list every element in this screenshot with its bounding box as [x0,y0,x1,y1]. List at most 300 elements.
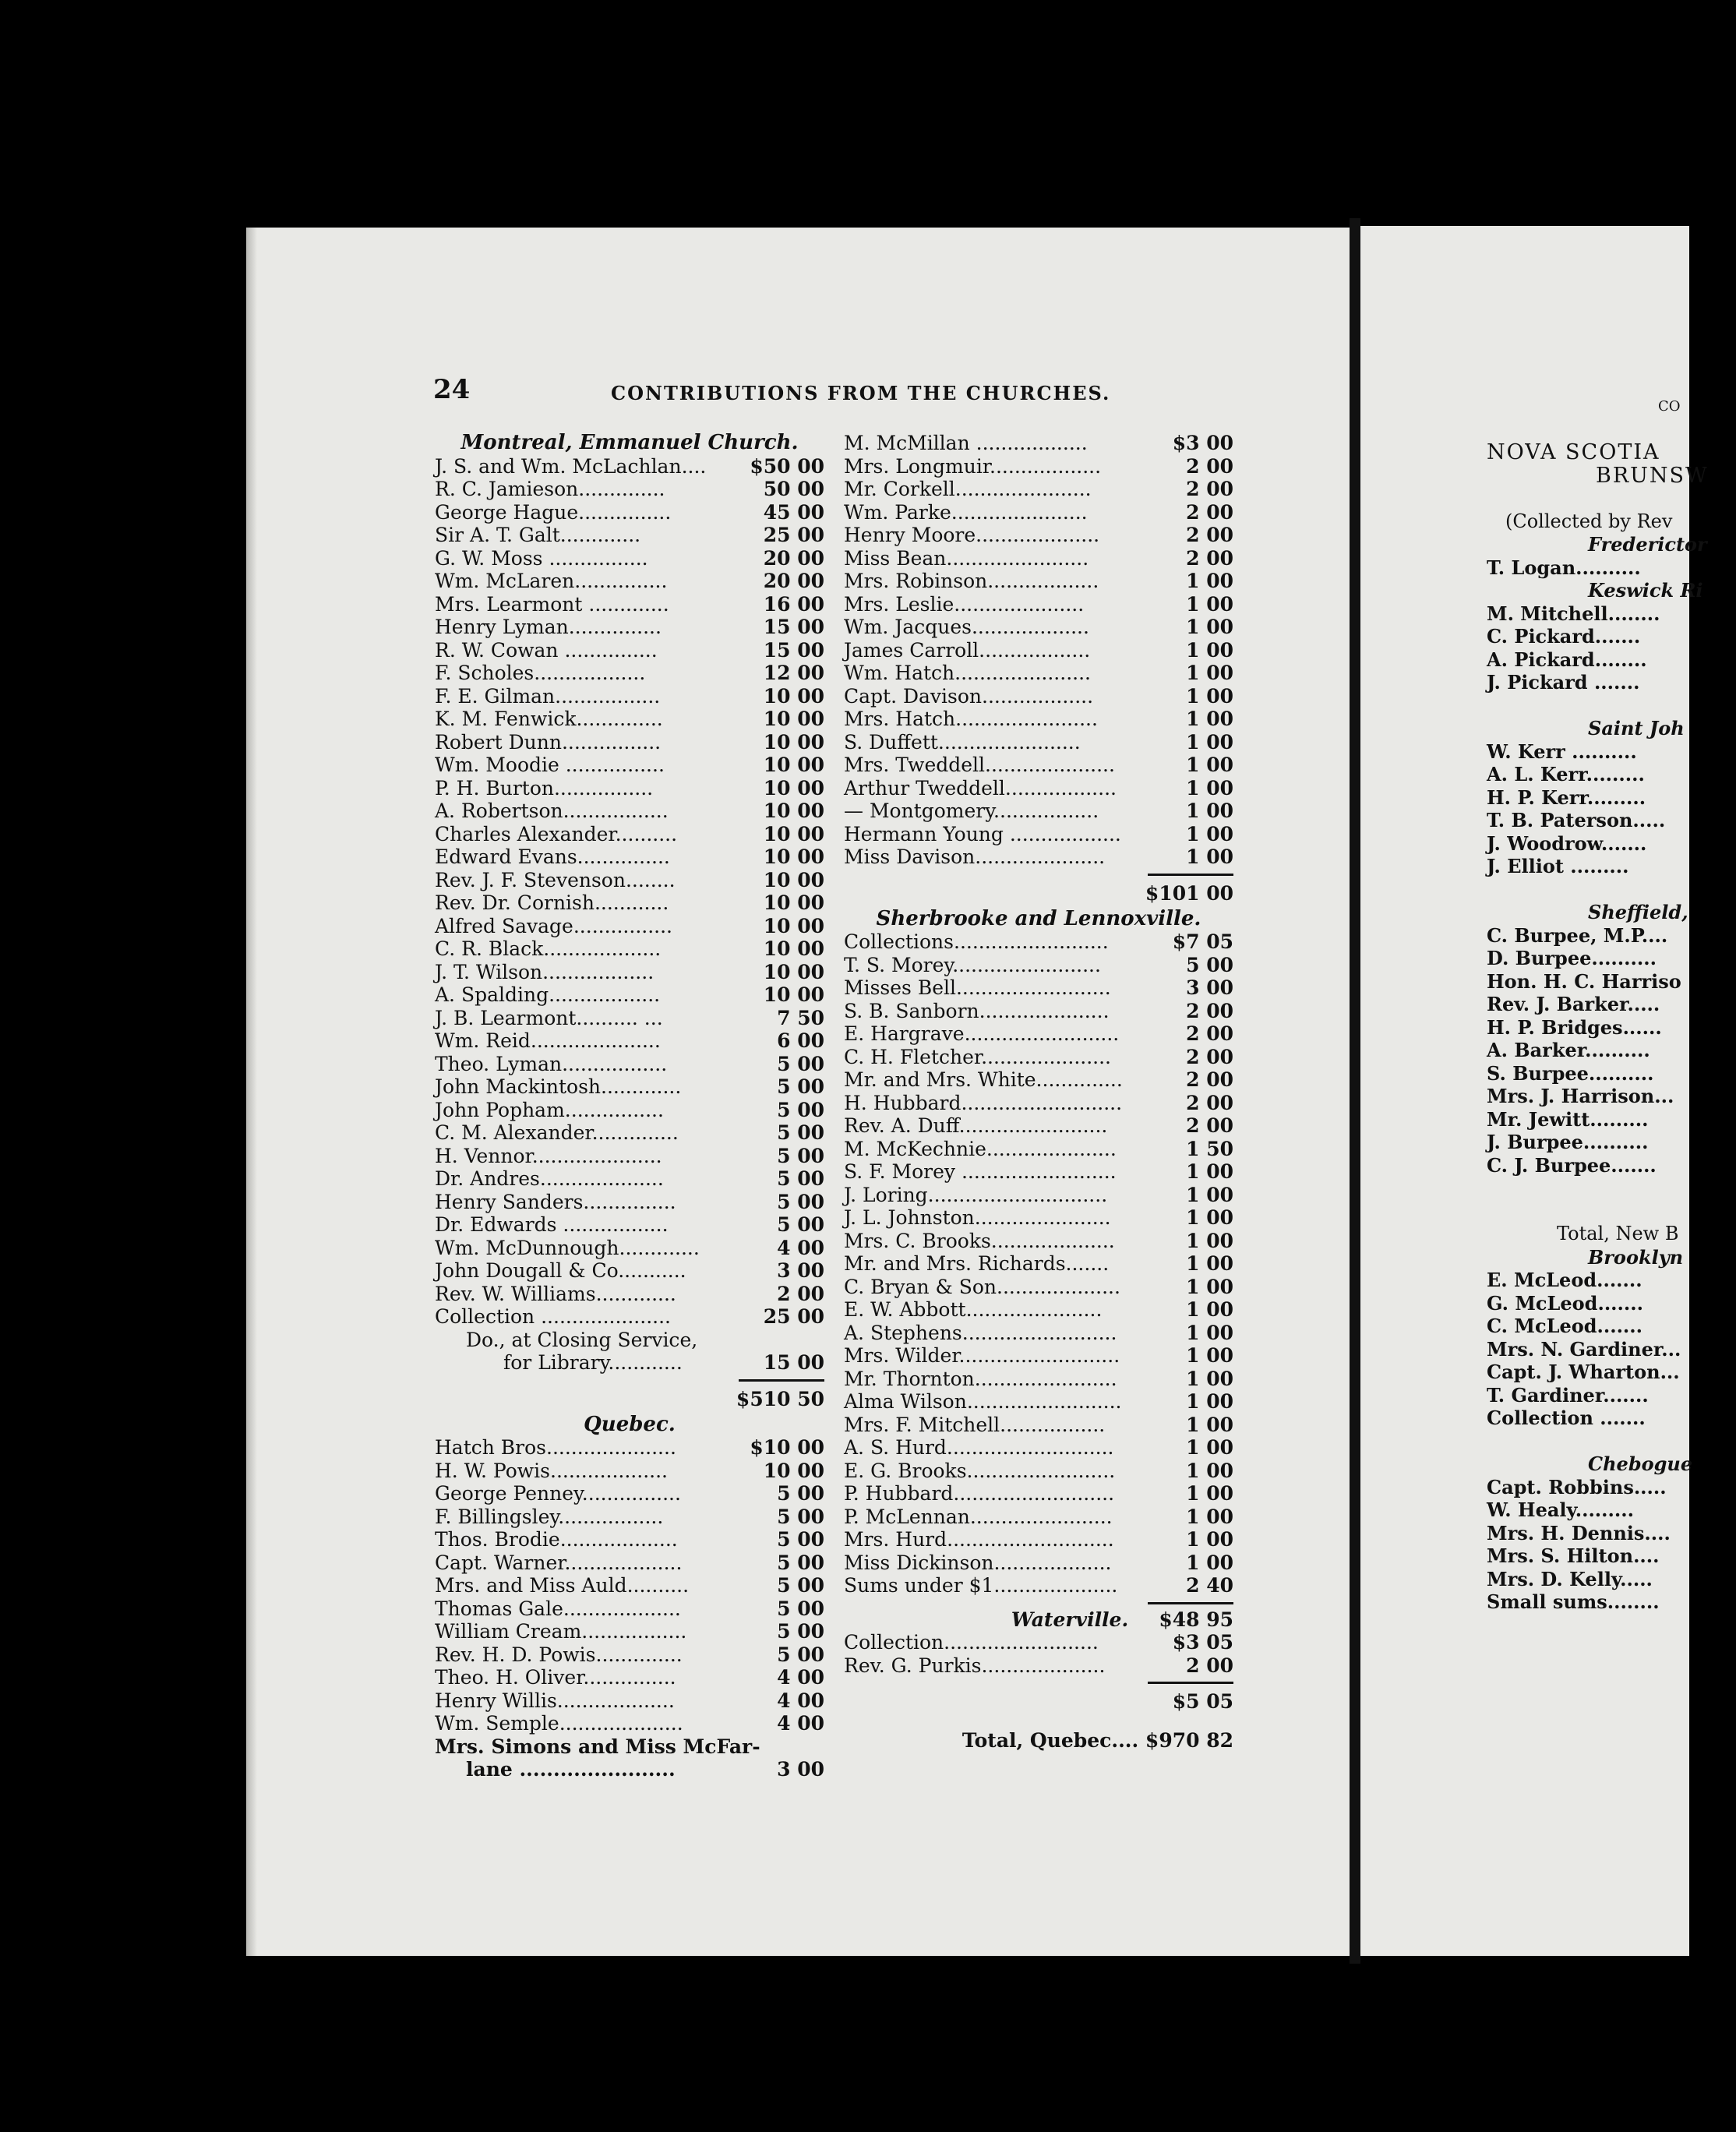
contribution-amount: 2 00 [1186,454,1233,478]
contributor-name: Capt. Warner................... [435,1551,683,1574]
contributor-name: Wm. Moodie ................ [435,754,665,776]
list-item [844,1252,1233,1276]
right-page-line: D. Burpee.......... [1487,947,1657,969]
right-page-line: Mr. Jewitt......... [1487,1107,1649,1131]
right-page-line [1487,878,1736,902]
contributor-name: Theo. Lyman................. [435,1052,668,1075]
list-item [435,731,824,754]
list-item [844,1160,1233,1184]
right-page-line: Keswick Ri [1588,579,1703,602]
contribution-amount: 1 00 [1186,1505,1233,1528]
list-item [435,1145,824,1168]
contribution-amount: $10 00 [750,1436,824,1459]
contributor-name: J. B. Learmont.......... ... [435,1006,663,1029]
right-page-line: Total, New B [1557,1223,1679,1244]
contribution-amount: 45 00 [763,500,824,524]
contribution-amount: 2 40 [1186,1574,1233,1597]
contributor-name: William Cream................. [435,1620,687,1643]
contribution-amount: 15 00 [763,638,824,662]
contribution-amount: 5 00 [777,1597,824,1620]
list-item [844,616,1233,639]
quebec-list [435,1436,824,1735]
contributor-name: M. McMillan .................. [844,432,1088,454]
list-item [844,1138,1233,1161]
contribution-amount: 2 00 [1186,524,1233,546]
list-item [844,1505,1233,1529]
contributor-name: R. W. Cowan ............... [435,638,658,662]
contributor-name: F. Billingsley................. [435,1505,664,1528]
contribution-amount: 16 00 [763,592,824,616]
contribution-amount: 10 00 [763,730,824,754]
right-page-line: Brooklyn [1588,1245,1684,1269]
contribution-amount: 12 00 [763,662,824,684]
list-item [435,754,824,777]
contributor-name: Wm. Hatch...................... [844,662,1091,684]
contributor-name: E. W. Abbott...................... [844,1298,1103,1321]
contributor-name: J. T. Wilson.................. [435,960,655,983]
list-item [844,731,1233,754]
contribution-amount: 5 00 [777,1482,824,1505]
contribution-amount: 1 00 [1186,1459,1233,1482]
list-item [435,455,824,478]
contribution-amount: 1 00 [1186,776,1233,800]
contributor-name: Collections......................... [844,930,1109,953]
list-item [844,1092,1233,1115]
list-item [844,1368,1233,1391]
contributor-name: Mrs. Robinson.................. [844,570,1099,592]
do-line-1: Do., at Closing Service, [466,1328,698,1351]
contribution-amount: 7 50 [777,1006,824,1029]
contributor-name: Hermann Young .................. [844,822,1121,845]
right-page-line: G. McLeod....... [1487,1291,1643,1315]
list-item [844,800,1233,823]
right-page-line: BRUNSW [1596,463,1709,488]
contribution-amount: 1 00 [1186,1367,1233,1390]
right-page-line: S. Burpee.......... [1487,1061,1654,1085]
contribution-amount: 1 00 [1186,1551,1233,1574]
list-item [844,1460,1233,1483]
list-item [435,1689,824,1713]
contributor-name: S. Duffett....................... [844,730,1081,754]
contributor-name: M. McKechnie..................... [844,1137,1117,1160]
right-page-line: T. Gardiner....... [1487,1383,1649,1407]
contributor-name: Thomas Gale................... [435,1597,681,1620]
contribution-amount: 10 00 [763,891,824,914]
contributor-name: A. Stephens......................... [844,1321,1117,1344]
contribution-amount: 5 00 [1186,953,1233,976]
contribution-amount: 10 00 [763,800,824,822]
right-page-line: Rev. J. Barker..... [1487,993,1660,1015]
contribution-amount: 2 00 [1186,478,1233,500]
contributor-name: Rev. J. F. Stevenson........ [435,868,676,891]
contribution-amount: 5 00 [777,1528,824,1551]
contributor-name: Misses Bell......................... [844,976,1111,999]
running-head: CONTRIBUTIONS FROM THE CHURCHES. [611,382,1111,404]
right-page-line: J. Burpee.......... [1487,1131,1649,1153]
contributor-name: Rev. H. D. Powis.............. [435,1643,683,1666]
sherbrooke-total: $48 95 [1159,1608,1233,1631]
contribution-amount: 1 00 [1186,800,1233,822]
contributor-name: A. Robertson................. [435,800,669,822]
list-item [844,524,1233,547]
contributor-name: Mrs. Tweddell..................... [844,754,1115,776]
contribution-amount: 1 00 [1186,1275,1233,1298]
contribution-amount: 5 00 [777,1190,824,1213]
contribution-amount: 5 00 [777,1551,824,1574]
contribution-amount: 1 00 [1186,570,1233,592]
contribution-amount: 20 00 [763,546,824,570]
list-item [435,1620,824,1643]
contributor-name: Alma Wilson......................... [844,1390,1122,1413]
right-page-line: J. Elliot ......... [1487,855,1629,877]
contributor-name: Mrs. Leslie..................... [844,592,1085,616]
list-item [435,1597,824,1621]
right-page-line: Mrs. D. Kelly..... [1487,1567,1653,1590]
list-item [844,593,1233,616]
contributor-name: K. M. Fenwick.............. [435,708,663,730]
contribution-amount: 1 50 [1186,1137,1233,1160]
list-item [435,1237,824,1260]
right-page-column [1487,395,1736,1614]
list-item [844,1046,1233,1069]
contribution-amount: 2 00 [1186,1114,1233,1137]
contribution-amount: 1 00 [1186,730,1233,754]
right-page-line: T. B. Paterson..... [1487,809,1666,831]
list-item [844,1184,1233,1207]
list-item [435,1283,824,1306]
contribution-amount: 1 00 [1186,1252,1233,1275]
right-page-line: Small sums........ [1487,1590,1660,1613]
contribution-amount: 1 00 [1186,754,1233,776]
list-item [844,1574,1233,1597]
list-item [435,1053,824,1076]
contribution-amount: 5 00 [777,1620,824,1643]
contributor-name: F. Scholes.................. [435,662,646,684]
contribution-amount: 4 00 [777,1689,824,1712]
contributor-name: Sir A. T. Galt............. [435,524,641,546]
contribution-amount: 1 00 [1186,1436,1233,1459]
right-page-line: (Collected by Rev [1505,510,1673,532]
list-item [435,662,824,685]
list-item [844,1322,1233,1345]
montreal-list [435,455,824,1329]
contribution-amount: 5 00 [777,1213,824,1236]
contributor-name: Mrs. F. Mitchell................. [844,1413,1106,1436]
contributor-name: Mrs. Hatch....................... [844,708,1098,730]
contributor-name: P. Hubbard.......................... [844,1482,1115,1505]
list-item [844,1631,1233,1654]
contributor-name: Charles Alexander.......... [435,822,678,845]
list-item [435,593,824,616]
list-item [844,1551,1233,1575]
right-page-line: C. Burpee, M.P.... [1487,923,1668,947]
contributor-name: Wm. Parke...................... [844,500,1088,524]
list-item [435,685,824,708]
list-item [844,1482,1233,1505]
list-item [844,1436,1233,1460]
gutter-shadow [1350,218,1360,1964]
rule [844,1597,1233,1608]
contributor-name: G. W. Moss ................ [435,546,648,570]
contributor-name: Dr. Andres.................... [435,1167,664,1190]
list-item [435,1666,824,1689]
contributor-name: Mr. Corkell...................... [844,478,1092,500]
contribution-amount: 10 00 [763,983,824,1006]
contributor-name: Arthur Tweddell.................. [844,776,1117,800]
list-item [435,1259,824,1283]
list-item [435,1191,824,1214]
contributor-name: Mrs. Learmont ............. [435,592,669,616]
contributor-name: P. McLennan....................... [844,1505,1113,1528]
list-item [435,1007,824,1030]
list-item [435,1528,824,1551]
do-amount: 15 00 [763,1351,824,1374]
contributor-name: Theo. H. Oliver............... [435,1666,676,1689]
right-page-line: Frederictor [1588,533,1707,556]
list-item [435,1099,824,1122]
contributor-name: C. R. Black................... [435,937,662,960]
waterville-list [844,1631,1233,1677]
contributor-name: Capt. Davison.................. [844,684,1094,708]
contributor-name: R. C. Jamieson.............. [435,478,665,500]
right-page-line: H. P. Bridges...... [1487,1015,1662,1039]
contributor-name: Mrs. Hurd........................... [844,1528,1114,1551]
waterville-total: $5 05 [1172,1690,1233,1713]
right-page-line [1487,694,1736,718]
continued-total: $101 00 [1145,881,1233,905]
list-item [435,1305,824,1329]
contribution-amount: 1 00 [1186,638,1233,662]
contribution-amount: 3 00 [777,1259,824,1282]
contributor-name: H. Vennor..................... [435,1144,662,1167]
contribution-amount: 2 00 [1186,1068,1233,1091]
list-item [844,1068,1233,1092]
list-item [435,891,824,915]
contributor-name: — Montgomery................. [844,800,1099,822]
contribution-amount: 1 00 [1186,1344,1233,1367]
list-item [844,1344,1233,1368]
contribution-amount: 1 00 [1186,1528,1233,1551]
contributor-name: Dr. Edwards ................. [435,1213,669,1236]
list-item [435,616,824,639]
contributor-name: Mr. and Mrs. White.............. [844,1068,1123,1091]
list-item [844,823,1233,846]
list-item [435,1712,824,1735]
right-page-line: Capt. J. Wharton... [1487,1361,1680,1383]
contributor-name: J. S. and Wm. McLachlan.... [435,454,707,478]
contribution-amount: 10 00 [763,754,824,776]
contribution-amount: $50 00 [750,454,824,478]
right-page-line: J. Woodrow....... [1487,831,1647,855]
contributor-name: Mrs. and Miss Auld.......... [435,1574,690,1597]
list-item [844,547,1233,570]
right-page-line: W. Kerr .......... [1487,739,1637,763]
right-page-line [1487,1430,1736,1453]
list-item [435,1551,824,1575]
contribution-amount: 2 00 [1186,999,1233,1022]
column-1 [435,432,824,1781]
list-item [844,1298,1233,1322]
contributor-name: Collection......................... [844,1631,1099,1654]
page-number: 24 [433,374,471,405]
list-item [435,869,824,892]
contributor-name: T. S. Morey........................ [844,953,1101,976]
list-item [435,1436,824,1460]
list-item [435,937,824,961]
simons-line-1: Mrs. Simons and Miss McFar- [435,1735,760,1758]
list-item [435,1574,824,1597]
contributor-name: Wm. McDunnough............. [435,1236,700,1259]
contribution-amount: 1 00 [1186,592,1233,616]
list-item [435,570,824,593]
contribution-amount: 5 00 [777,1505,824,1528]
contribution-amount: 1 00 [1186,1413,1233,1436]
list-item [844,1206,1233,1230]
contribution-amount: 20 00 [763,570,824,592]
contribution-amount: 1 00 [1186,1390,1233,1413]
list-item [844,708,1233,731]
contribution-amount: 1 00 [1186,662,1233,684]
right-page-line [1487,487,1736,510]
contribution-amount: $7 05 [1172,930,1233,953]
grand-total-row [844,1727,1233,1755]
contribution-amount: 5 00 [777,1075,824,1098]
contributor-name: Mr. and Mrs. Richards....... [844,1252,1110,1275]
list-item [435,823,824,846]
contributor-name: Henry Sanders............... [435,1190,676,1213]
list-item [435,1482,824,1505]
contributor-name: S. F. Morey ......................... [844,1160,1117,1183]
contribution-amount: 1 00 [1186,1229,1233,1252]
list-item [435,1643,824,1667]
contribution-amount: 2 00 [777,1282,824,1305]
contribution-amount: 5 00 [777,1574,824,1597]
right-page-line: NOVA SCOTIA [1487,440,1660,464]
do-line-2: for Library............ 15 00 [503,1351,824,1374]
contributor-name: Rev. W. Williams............. [435,1282,676,1305]
simons-amount: 3 00 [777,1758,824,1781]
list-item [435,1029,824,1053]
contributor-name: F. E. Gilman................. [435,684,661,708]
contribution-amount: 4 00 [777,1236,824,1259]
contribution-amount: $3 00 [1172,432,1233,454]
list-item [844,1654,1233,1678]
list-item [844,976,1233,1000]
contributor-name: Wm. Semple.................... [435,1712,683,1735]
list-item [435,1121,824,1145]
list-item [844,432,1233,455]
contributor-name: Mrs. Longmuir.................. [844,454,1102,478]
contribution-amount: 10 00 [763,845,824,868]
list-item [435,777,824,800]
contribution-amount: 1 00 [1186,1183,1233,1206]
right-page-line: J. Pickard ....... [1487,671,1640,694]
contributor-name: Mrs. C. Brooks.................... [844,1229,1115,1252]
montreal-total: $510 50 [736,1387,824,1410]
list-item [844,662,1233,685]
right-page-line: Sheffield, [1588,901,1688,923]
contribution-amount: 10 00 [763,684,824,708]
contributor-name: James Carroll.................. [844,638,1091,662]
list-item [844,501,1233,524]
list-item [435,983,824,1007]
contribution-amount: 1 00 [1186,1482,1233,1505]
contribution-amount: 10 00 [763,937,824,960]
contribution-amount: 4 00 [777,1712,824,1735]
right-page-line: W. Healy......... [1487,1498,1634,1521]
list-item [844,1114,1233,1138]
contribution-amount: 1 00 [1186,1206,1233,1229]
list-item [844,845,1233,869]
contribution-amount: 1 00 [1186,1298,1233,1321]
contribution-amount: 2 00 [1186,546,1233,570]
contributor-name: Henry Willis................... [435,1689,675,1712]
contributor-name: Wm. Reid..................... [435,1029,661,1052]
list-item [844,570,1233,593]
list-item [844,455,1233,478]
contribution-amount: 5 00 [777,1643,824,1666]
list-item [844,777,1233,800]
grand-total-label: Total, Quebec.... [962,1729,1139,1752]
right-page-line: T. Logan.......... [1487,556,1641,579]
list-item [844,1390,1233,1414]
contributor-name: Hatch Bros..................... [435,1436,676,1459]
list-item [844,1414,1233,1437]
list-item [435,1075,824,1099]
contributor-name: Rev. A. Duff........................ [844,1114,1108,1137]
right-page-line: A. L. Kerr......... [1487,763,1645,785]
right-page-line: Chebogue [1588,1453,1693,1475]
rule [844,869,1233,880]
list-item [435,800,824,823]
right-page-line: C. McLeod....... [1487,1315,1642,1337]
right-page-line: Collection ....... [1487,1407,1646,1429]
right-page-line [1487,418,1736,442]
list-item [435,524,824,547]
continued-list [844,432,1233,869]
list-item [844,754,1233,777]
contributor-name: Rev. G. Purkis.................... [844,1654,1106,1677]
contribution-amount: 2 00 [1186,1654,1233,1677]
contribution-amount: 25 00 [763,1305,824,1328]
contributor-name: E. G. Brooks........................ [844,1459,1116,1482]
contribution-amount: 50 00 [763,478,824,500]
right-page-line: Saint Joh [1588,717,1685,739]
contributor-name: Miss Davison..................... [844,845,1106,868]
contributor-name: Alfred Savage................ [435,914,673,937]
contributor-name: George Penney................ [435,1482,681,1505]
contributor-name: Wm. Jacques................... [844,616,1089,638]
contribution-amount: $3 05 [1172,1631,1233,1654]
contribution-amount: 2 00 [1186,1022,1233,1045]
right-page-line: Mrs. N. Gardiner... [1487,1337,1681,1361]
right-page-line: CO [1658,398,1681,415]
list-item [435,478,824,501]
list-item [435,1505,824,1529]
contribution-amount: 1 00 [1186,684,1233,708]
list-item [844,685,1233,708]
contributor-name: E. Hargrave......................... [844,1022,1120,1045]
list-item [844,1022,1233,1046]
contribution-amount: 3 00 [1186,976,1233,999]
montreal-heading: Montreal, Emmanuel Church. [460,431,799,454]
contribution-amount: 5 00 [777,1121,824,1144]
grand-total: $970 82 [1145,1729,1233,1752]
contributor-name: A. S. Hurd........................... [844,1436,1114,1459]
contribution-amount: 10 00 [763,776,824,800]
list-item [435,915,824,938]
list-item [844,1276,1233,1299]
